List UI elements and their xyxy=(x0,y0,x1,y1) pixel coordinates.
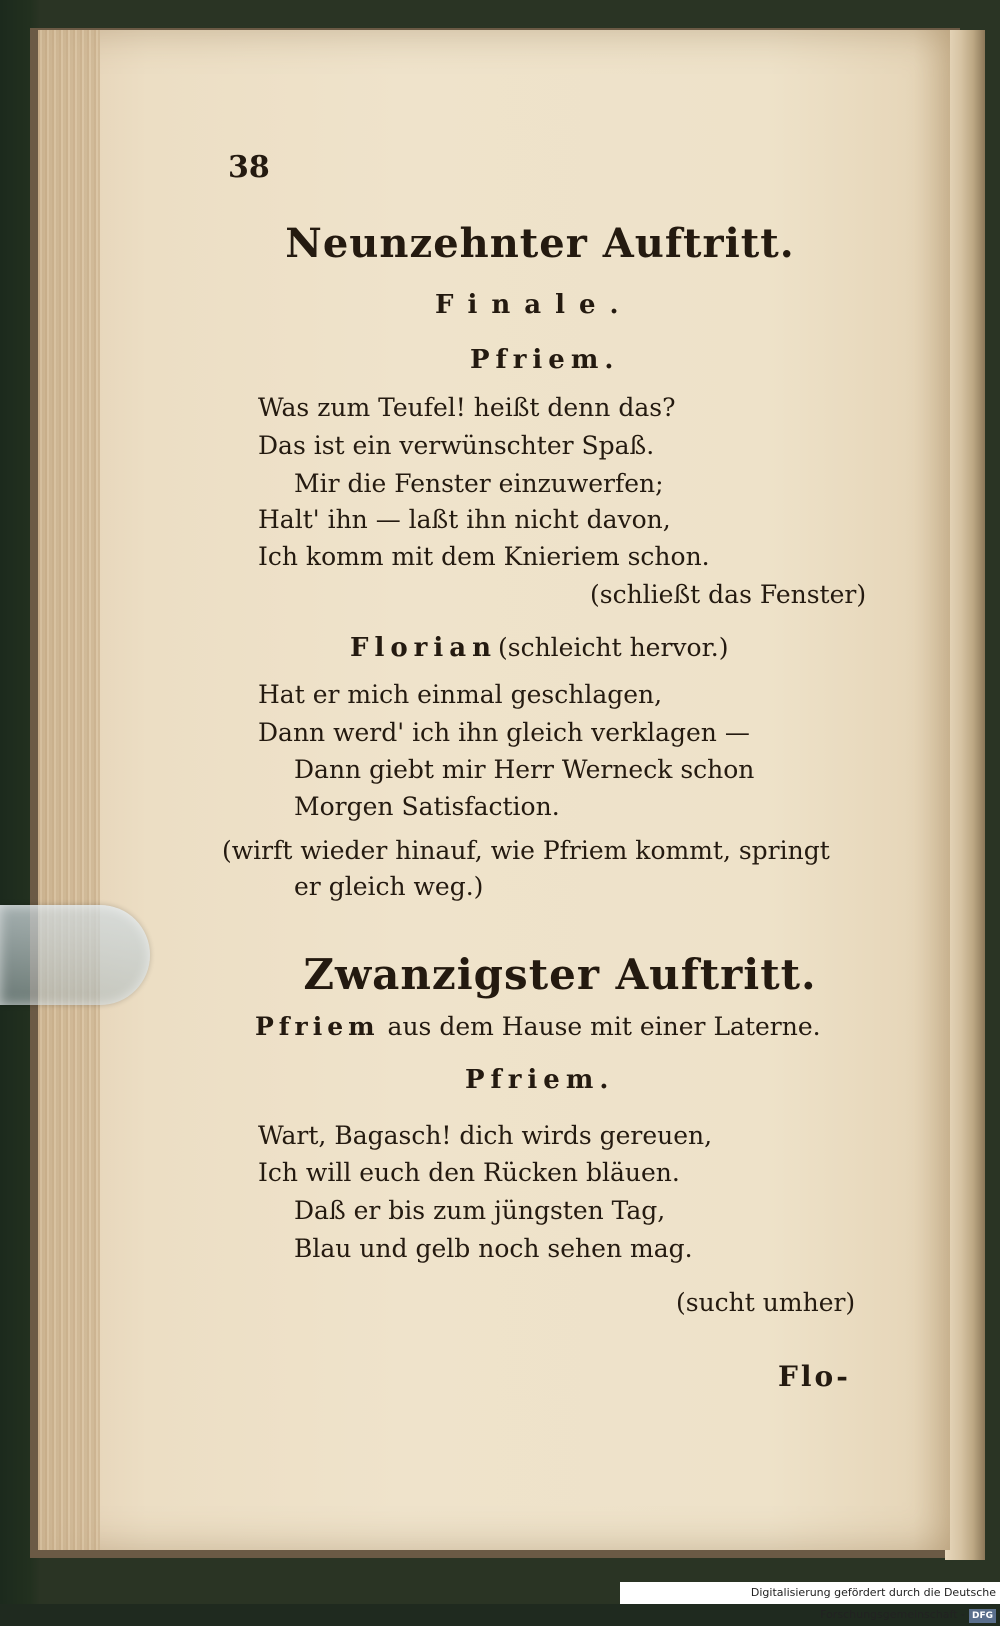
scanner-clip xyxy=(0,905,150,1005)
stage-direction: (schleicht hervor.) xyxy=(498,633,729,662)
stage-direction: (sucht umher) xyxy=(676,1288,856,1317)
verse-line: Mir die Fenster einzuwerfen; xyxy=(294,469,664,498)
footer-text: Digitalisierung gefördert durch die Deutsche Forschungsgemeinschaft - xyxy=(750,1586,996,1621)
scene-heading-19: Neunzehnter Auftritt. xyxy=(285,220,795,267)
entry-direction xyxy=(255,1012,821,1041)
verse-line: Das ist ein verwünschter Spaß. xyxy=(258,431,655,460)
entry-text: aus dem Hause mit einer Laterne. xyxy=(387,1012,821,1041)
verse-line: Wart, Bagasch! dich wirds gereuen, xyxy=(258,1121,713,1150)
verse-line: Was zum Teufel! heißt denn das? xyxy=(258,393,676,422)
entry-speaker-name: Pfriem xyxy=(255,1012,380,1041)
verse-line: Blau und gelb noch sehen mag. xyxy=(294,1234,693,1263)
verse-line: Ich will euch den Rücken bläuen. xyxy=(258,1158,680,1187)
verse-line: Daß er bis zum jüngsten Tag, xyxy=(294,1196,666,1225)
verse-line: Dann werd' ich ihn gleich verklagen — xyxy=(258,718,750,747)
speaker-florian: Florian xyxy=(350,633,498,663)
stage-direction: (schließt das Fenster) xyxy=(590,580,867,609)
stage-direction: (wirft wieder hinauf, wie Pfriem kommt, springt xyxy=(222,836,830,865)
dfg-logo: DFG xyxy=(969,1609,996,1623)
verse-line: Dann giebt mir Herr Werneck schon xyxy=(294,755,755,784)
catchword: Flo- xyxy=(778,1360,851,1393)
verse-line: Hat er mich einmal geschlagen, xyxy=(258,680,663,709)
speaker-pfriem: Pfriem. xyxy=(465,1065,615,1095)
verse-line: Morgen Satisfaction. xyxy=(294,792,560,821)
speaker-pfriem: Pfriem. xyxy=(470,345,620,375)
stage-direction: er gleich weg.) xyxy=(294,872,484,901)
verse-line: Ich komm mit dem Knieriem schon. xyxy=(258,542,710,571)
digitization-footer xyxy=(620,1582,1000,1621)
scene-heading-20: Zwanzigster Auftritt. xyxy=(303,950,817,999)
verse-line: Halt' ihn — laßt ihn nicht davon, xyxy=(258,505,671,534)
page-number: 38 xyxy=(228,150,270,185)
finale-subheading: Finale. xyxy=(435,290,633,320)
